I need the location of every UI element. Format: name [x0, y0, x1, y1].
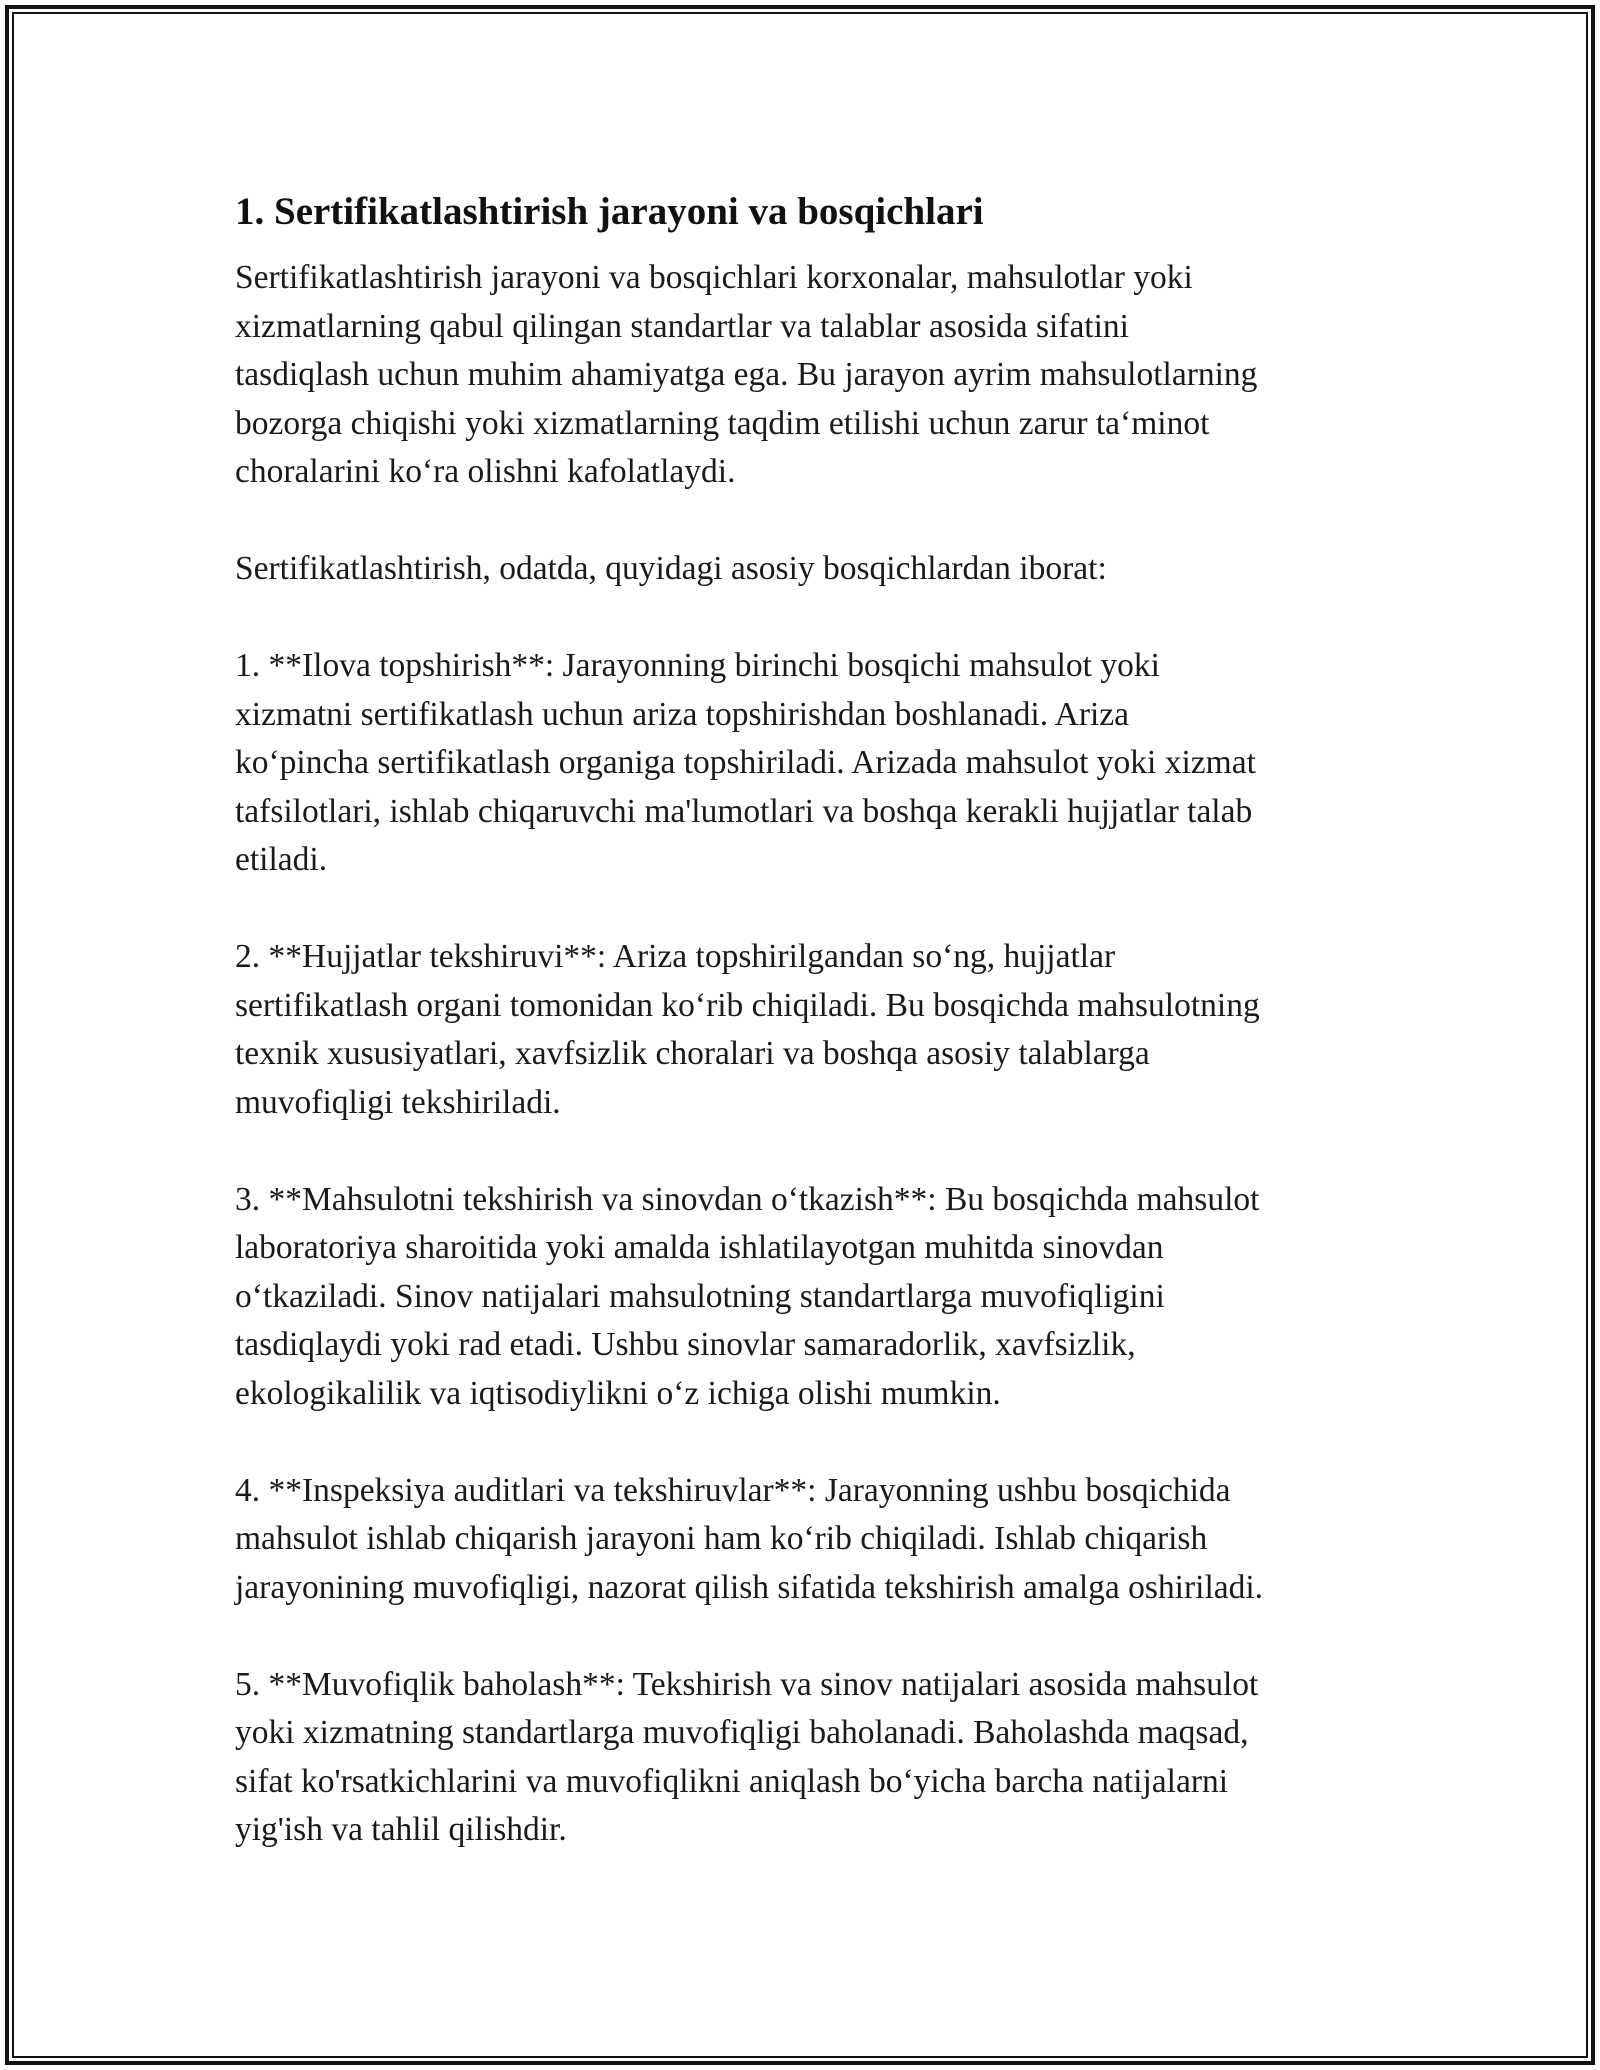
text-line: Sertifikatlashtirish, odatda, quyidagi asosiy bosqichlardan iborat: [235, 550, 1107, 587]
paragraph-spacer [235, 1612, 1370, 1661]
text-line: yoki xizmatning standartlarga muvofiqligi baholanadi. Baholashda maqsad, [235, 1714, 1249, 1751]
text-line: ekologikalilik va iqtisodiylikni o‘z ichiga olishi mumkin. [235, 1374, 1001, 1412]
paragraph-stage-1 [235, 642, 1370, 885]
text-line: 3. **Mahsulotni tekshirish va sinovdan o‘tkazish**: Bu bosqichda mahsulot [235, 1180, 1260, 1218]
text-line: xizmatni sertifikatlash uchun ariza topshirishdan boshlanadi. Ariza [235, 695, 1130, 733]
paragraph-stage-4 [235, 1467, 1370, 1613]
paragraph-stage-2 [235, 933, 1370, 1127]
text-line: 2. **Hujjatlar tekshiruvi**: Ariza topshirilgandan so‘ng, hujjatlar [235, 938, 1116, 975]
text-line: texnik xususiyatlari, xavfsizlik choralari va boshqa asosiy talablarga [235, 1035, 1150, 1072]
text-line: bozorga chiqishi yoki xizmatlarning taqdim etilishi uchun zarur ta‘minot [235, 404, 1210, 442]
document-title: 1. Sertifikatlashtirish jarayoni va bosqichlari [235, 190, 984, 233]
text-line: o‘tkaziladi. Sinov natijalari mahsulotning standartlarga muvofiqligini [235, 1277, 1165, 1315]
document-body [235, 186, 1370, 1855]
text-line: ko‘pincha sertifikatlash organiga topshiriladi. Arizada mahsulot yoki xizmat [235, 744, 1256, 781]
text-line: sifat ko'rsatkichlarini va muvofiqlikni aniqlash bo‘yicha barcha natijalarni [235, 1762, 1229, 1800]
text-line: 5. **Muvofiqlik baholash**: Tekshirish va sinov natijalari asosida mahsulot [235, 1665, 1259, 1703]
text-line: yig'ish va tahlil qilishdir. [235, 1811, 567, 1848]
paragraph-intro [235, 254, 1370, 497]
paragraph-spacer [235, 1127, 1370, 1176]
text-line: mahsulot ishlab chiqarish jarayoni ham ko‘rib chiqiladi. Ishlab chiqarish [235, 1520, 1208, 1557]
text-line: etiladi. [235, 841, 328, 878]
text-line: tasdiqlash uchun muhim ahamiyatga ega. Bu jarayon ayrim mahsulotlarning [235, 356, 1258, 393]
text-line: jarayonining muvofiqligi, nazorat qilish sifatida tekshirish amalga oshiriladi. [235, 1568, 1264, 1606]
text-line: laboratoriya sharoitida yoki amalda ishlatilayotgan muhitda sinovdan [235, 1229, 1164, 1266]
paragraph-stage-5 [235, 1661, 1370, 1855]
paragraph-spacer [235, 885, 1370, 934]
text-line: tasdiqlaydi yoki rad etadi. Ushbu sinovlar samaradorlik, xavfsizlik, [235, 1326, 1136, 1363]
text-line: muvofiqligi tekshiriladi. [235, 1083, 561, 1121]
text-line: sertifikatlash organi tomonidan ko‘rib chiqiladi. Bu bosqichda mahsulotning [235, 986, 1260, 1024]
text-line: 1. **Ilova topshirish**: Jarayonning birinchi bosqichi mahsulot yoki [235, 647, 1160, 684]
text-line: xizmatlarning qabul qilingan standartlar va talablar asosida sifatini [235, 307, 1129, 345]
text-line: Sertifikatlashtirish jarayoni va bosqichlari korxonalar, mahsulotlar yoki [235, 259, 1193, 296]
paragraph-spacer [235, 497, 1370, 546]
text-line: 4. **Inspeksiya auditlari va tekshiruvlar**: Jarayonning ushbu bosqichida [235, 1471, 1231, 1509]
paragraph-stages-intro [235, 545, 1370, 594]
paragraph-spacer [235, 1418, 1370, 1467]
text-line: tafsilotlari, ishlab chiqaruvchi ma'lumotlari va boshqa kerakli hujjatlar talab [235, 792, 1253, 830]
paragraph-spacer [235, 594, 1370, 643]
text-line: choralarini ko‘ra olishni kafolatlaydi. [235, 453, 736, 490]
paragraph-stage-3 [235, 1176, 1370, 1419]
